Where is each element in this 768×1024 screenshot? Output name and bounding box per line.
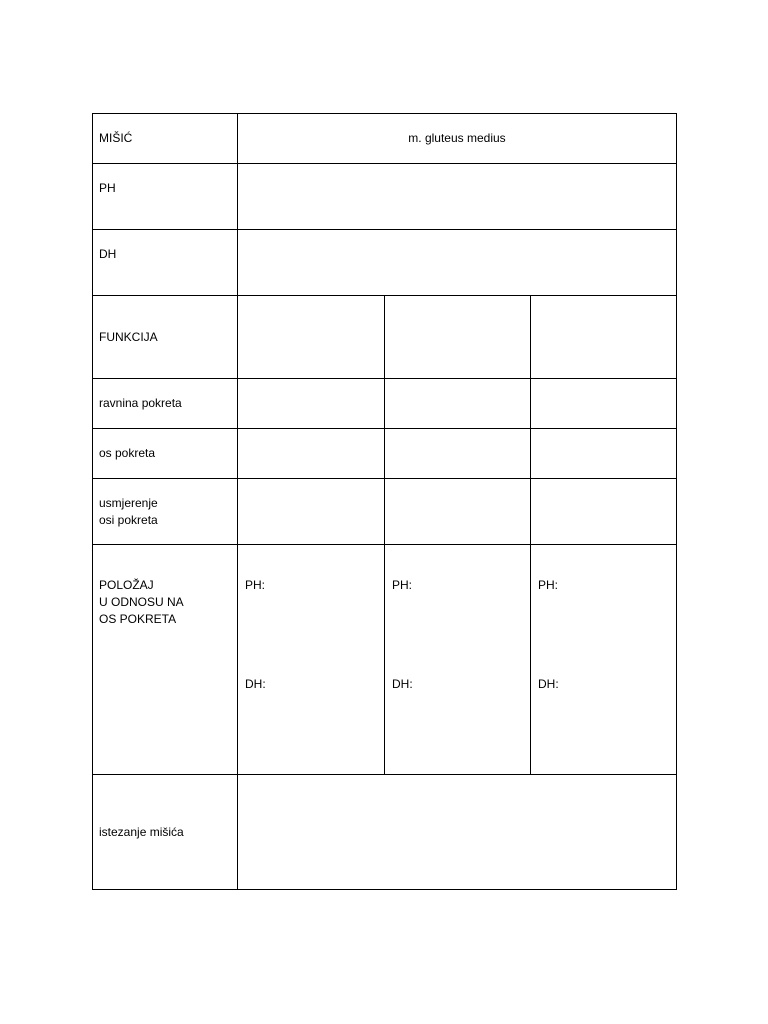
polozaj-cell-1[interactable] bbox=[238, 545, 385, 775]
muscle-label: MIŠIĆ bbox=[93, 114, 238, 164]
polozaj-dh-label-3: DH: bbox=[538, 677, 559, 691]
polozaj-dh-label-1: DH: bbox=[245, 677, 266, 691]
ph-value-cell[interactable] bbox=[238, 164, 677, 230]
usmjerenje-label-line-2: osi pokreta bbox=[99, 512, 158, 527]
ravnina-label: ravnina pokreta bbox=[93, 379, 238, 429]
polozaj-cell-3[interactable] bbox=[531, 545, 677, 775]
row-ravnina bbox=[93, 379, 677, 429]
polozaj-ph-label-1: PH: bbox=[245, 578, 266, 592]
row-funkcija bbox=[93, 296, 677, 379]
funkcija-cell-1[interactable] bbox=[238, 296, 385, 379]
usmjerenje-label-line-1: usmjerenje bbox=[99, 495, 158, 510]
dh-value-cell[interactable] bbox=[238, 230, 677, 296]
muscle-form-table bbox=[92, 113, 677, 890]
row-muscle bbox=[93, 114, 677, 164]
os-label: os pokreta bbox=[93, 429, 238, 479]
polozaj-label-line-1: POLOŽAJ bbox=[99, 578, 154, 592]
ravnina-cell-2[interactable] bbox=[385, 379, 531, 429]
ph-label: PH bbox=[93, 164, 238, 230]
istezanje-value-cell[interactable] bbox=[238, 775, 677, 890]
muscle-name: m. gluteus medius bbox=[238, 114, 677, 164]
istezanje-label: istezanje mišića bbox=[93, 775, 238, 890]
funkcija-cell-2[interactable] bbox=[385, 296, 531, 379]
polozaj-label-line-3: OS POKRETA bbox=[99, 612, 177, 626]
os-cell-1[interactable] bbox=[238, 429, 385, 479]
ravnina-cell-1[interactable] bbox=[238, 379, 385, 429]
polozaj-ph-label-2: PH: bbox=[392, 578, 413, 592]
usmjerenje-cell-2[interactable] bbox=[385, 479, 531, 545]
os-cell-2[interactable] bbox=[385, 429, 531, 479]
polozaj-label bbox=[93, 545, 238, 775]
ravnina-cell-3[interactable] bbox=[531, 379, 677, 429]
usmjerenje-label bbox=[93, 479, 238, 545]
row-dh bbox=[93, 230, 677, 296]
row-ph bbox=[93, 164, 677, 230]
polozaj-label-line-2: U ODNOSU NA bbox=[99, 595, 184, 609]
dh-label: DH bbox=[93, 230, 238, 296]
row-polozaj bbox=[93, 545, 677, 775]
polozaj-cell-2[interactable] bbox=[385, 545, 531, 775]
funkcija-label: FUNKCIJA bbox=[93, 296, 238, 379]
polozaj-ph-label-3: PH: bbox=[538, 578, 559, 592]
row-istezanje bbox=[93, 775, 677, 890]
os-cell-3[interactable] bbox=[531, 429, 677, 479]
usmjerenje-cell-3[interactable] bbox=[531, 479, 677, 545]
row-os bbox=[93, 429, 677, 479]
polozaj-dh-label-2: DH: bbox=[392, 677, 413, 691]
usmjerenje-cell-1[interactable] bbox=[238, 479, 385, 545]
funkcija-cell-3[interactable] bbox=[531, 296, 677, 379]
row-usmjerenje bbox=[93, 479, 677, 545]
